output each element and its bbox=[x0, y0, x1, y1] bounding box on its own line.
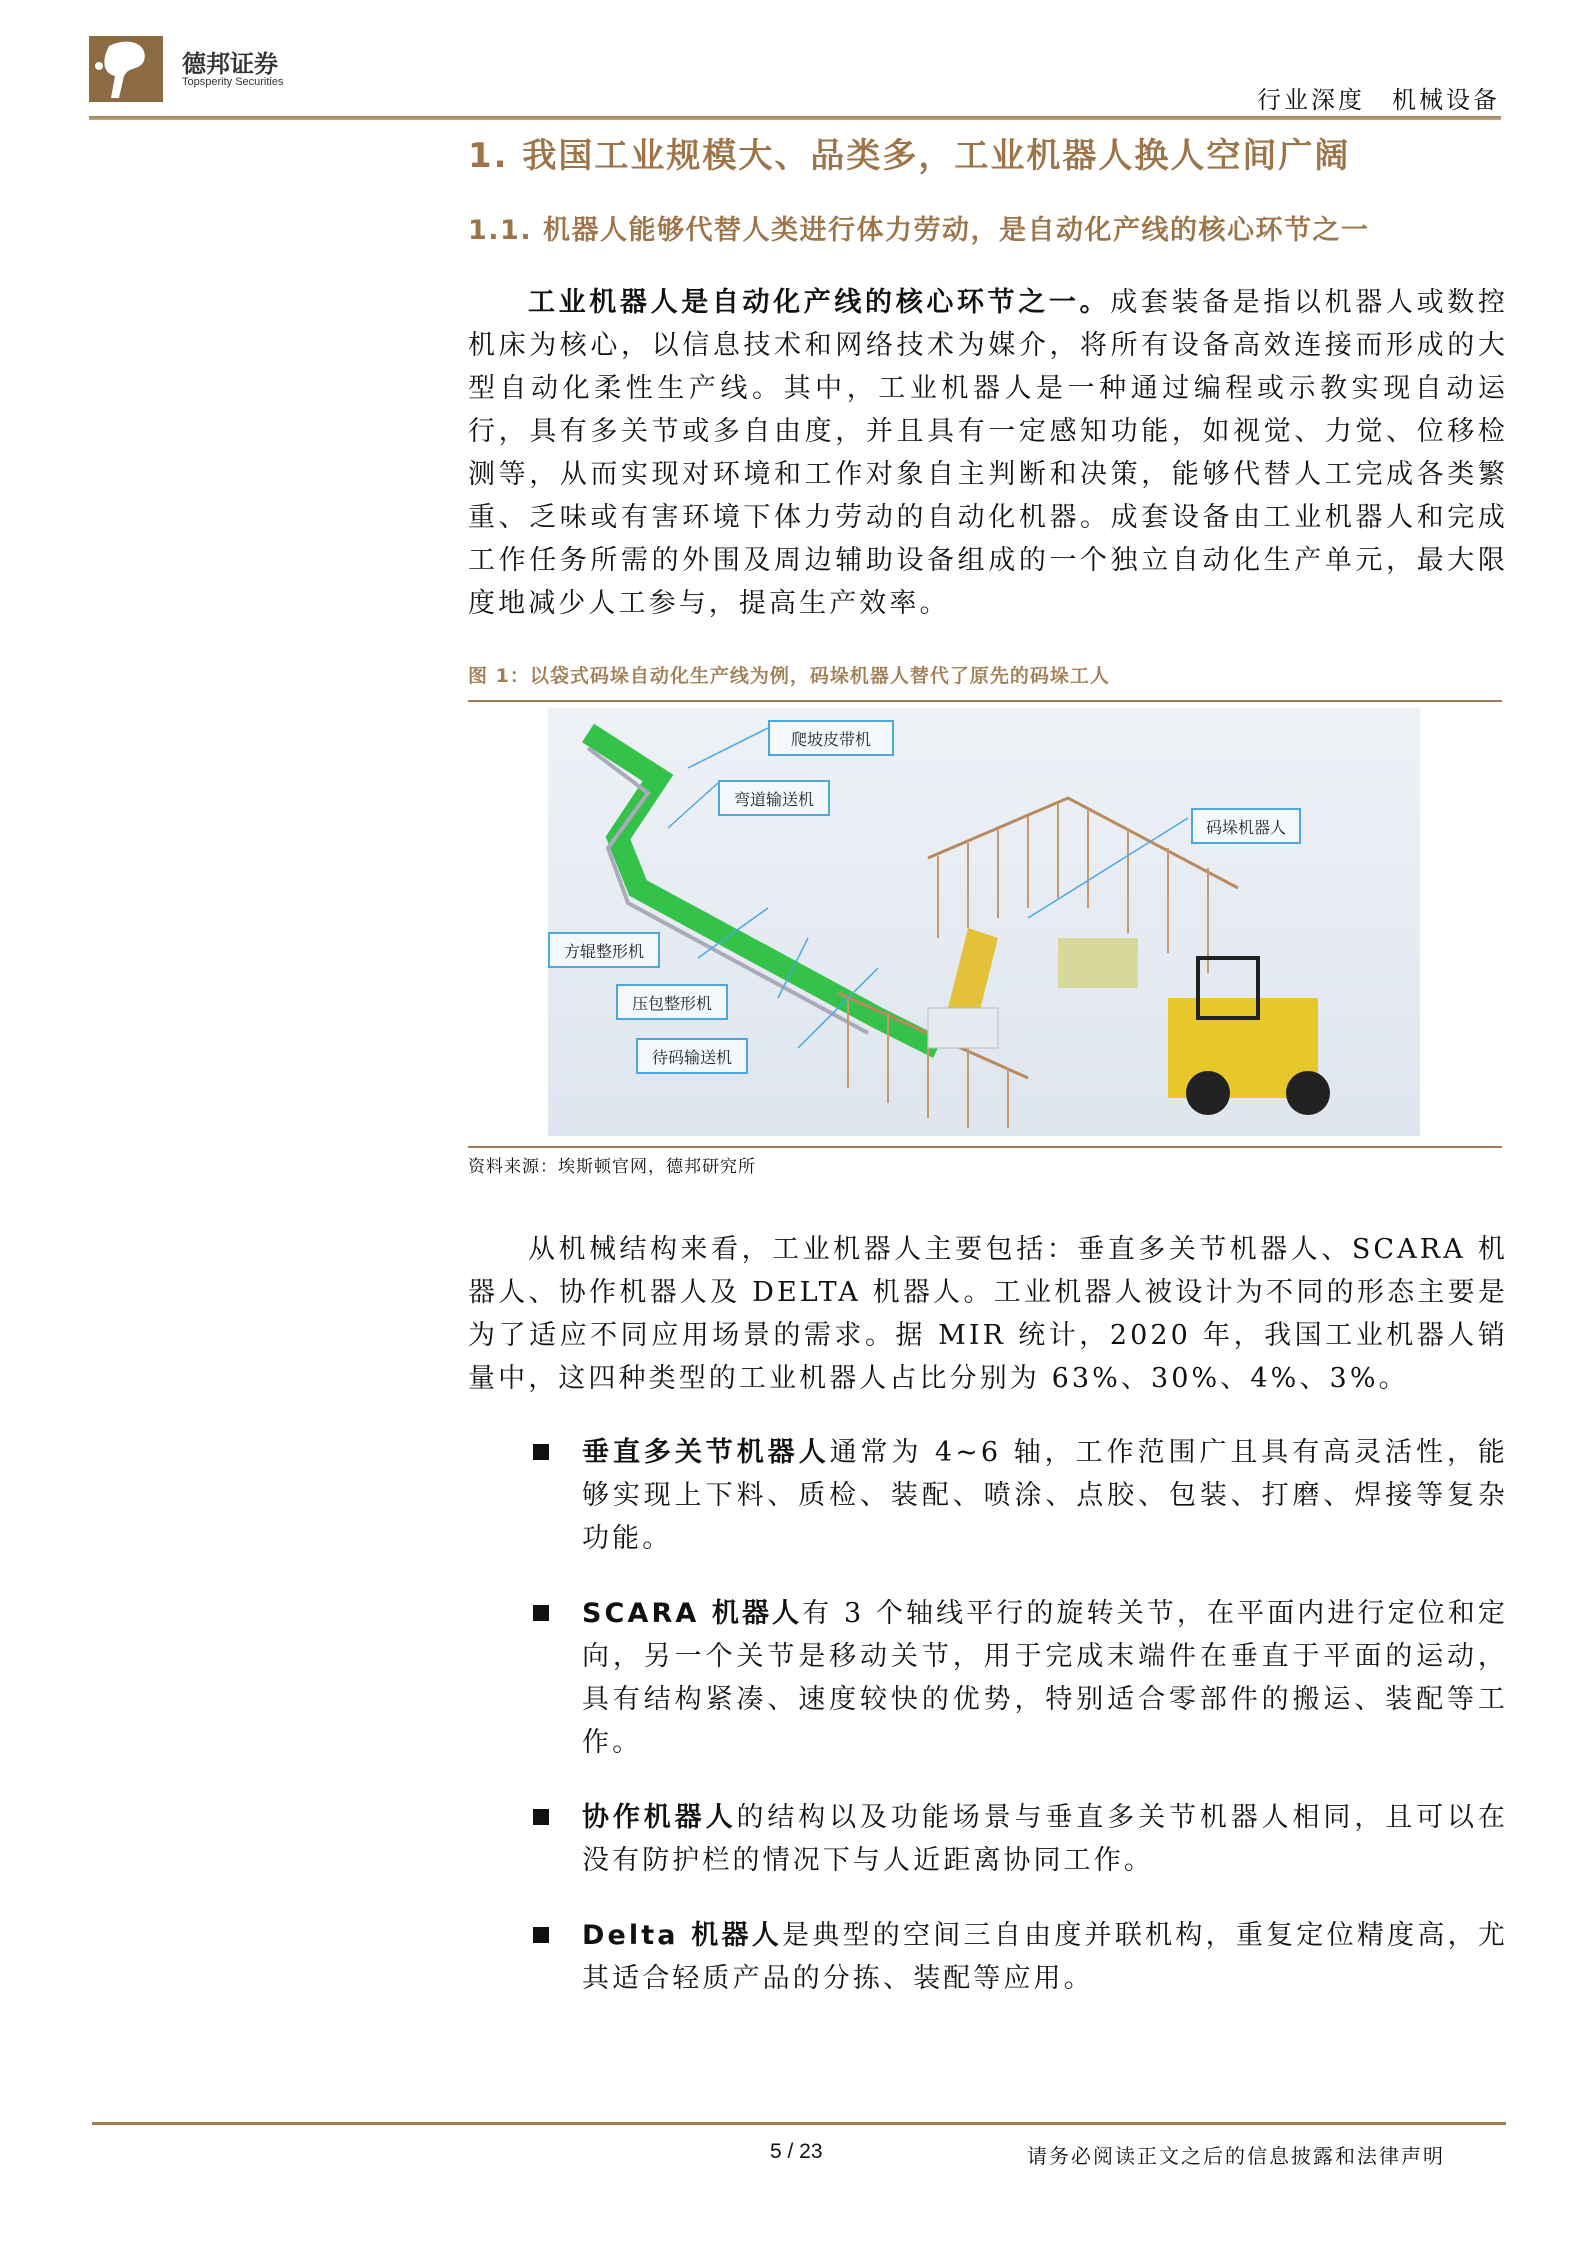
bullet-text: 有 3 个轴线平行的旋转关节，在平面内进行定位和定向，另一个关节是移动关节，用于完成末端件在垂直于平面的运动，具有结构紧凑、速度较快的优势，特别适合零部件的搬运、装配等工作。 bbox=[582, 1598, 1508, 1758]
figure-label: 码垛机器人 bbox=[1191, 808, 1301, 844]
bullet-text: 是典型的空间三自由度并联机构，重复定位精度高，尤其适合轻质产品的分拣、装配等应用。 bbox=[582, 1920, 1508, 1994]
bullet-square-icon bbox=[533, 1444, 549, 1460]
legal-disclaimer: 请务必阅读正文之后的信息披露和法律声明 bbox=[1027, 2144, 1445, 2168]
production-line-figure bbox=[548, 708, 1420, 1136]
page-number: 5 / 23 bbox=[770, 2140, 823, 2163]
bullet-term: 垂直多关节机器人 bbox=[582, 1437, 830, 1468]
bullet-item bbox=[533, 1592, 1508, 1764]
figure-label: 待码输送机 bbox=[636, 1038, 748, 1074]
section-heading: 1. 我国工业规模大、品类多，工业机器人换人空间广阔 bbox=[468, 136, 1351, 176]
figure-label: 爬坡皮带机 bbox=[768, 720, 894, 756]
subsection-heading: 1.1. 机器人能够代替人类进行体力劳动，是自动化产线的核心环节之一 bbox=[468, 215, 1370, 246]
bullet-item bbox=[533, 1914, 1508, 2000]
paragraph-1 bbox=[468, 281, 1508, 625]
paragraph-text: 成套装备是指以机器人或数控机床为核心，以信息技术和网络技术为媒介，将所有设备高效连接而形成的大型自动化柔性生产线。其中，工业机器人是一种通过编程或示教实现自动运行，具有多关节或多自由度，并且具有一定感知功能，如视觉、力觉、位移检测等，从而实现对环境和工作对象自主判断和决策，能够代替人工完成各类繁重、乏味或有害环境下体力劳动的自动化机器。成套设备由工业机器人和完成工作任务所需的外围及周边辅助设备组成的一个独立自动化生产单元，最大限度地减少人工参与，提高生产效率。 bbox=[468, 287, 1508, 619]
company-logo bbox=[89, 36, 163, 102]
logo-subtext: Topsperity Securities bbox=[182, 76, 284, 88]
figure-source: 资料来源：埃斯顿官网，德邦研究所 bbox=[468, 1157, 756, 1177]
figure-label: 弯道输送机 bbox=[718, 780, 830, 816]
bullet-text: 通常为 4~6 轴，工作范围广且具有高灵活性，能够实现上下料、质检、装配、喷涂、点胶、包装、打磨、焊接等复杂功能。 bbox=[582, 1437, 1508, 1554]
paragraph-2: 从机械结构来看，工业机器人主要包括：垂直多关节机器人、SCARA 机器人、协作机器人及 DELTA 机器人。工业机器人被设计为不同的形态主要是为了适应不同应用场景的需求。据 MIR 统计，2020 年，我国工业机器人销量中，这四种类型的工业机器人占比分别为 63%、30%、4%、3%。 bbox=[468, 1234, 1508, 1394]
header-divider bbox=[89, 116, 1501, 120]
footer-divider bbox=[92, 2122, 1506, 2125]
figure-caption: 图 1：以袋式码垛自动化生产线为例，码垛机器人替代了原先的码垛工人 bbox=[468, 665, 1110, 687]
figure-bottom-rule bbox=[468, 1146, 1502, 1148]
bullet-term: 协作机器人 bbox=[582, 1802, 737, 1833]
bullet-square-icon bbox=[533, 1809, 549, 1825]
logo-text: 德邦证券 bbox=[182, 50, 278, 78]
bullet-item bbox=[533, 1431, 1508, 1560]
caption-rule bbox=[468, 700, 1502, 702]
figure-label: 方辊整形机 bbox=[548, 932, 660, 968]
bullet-square-icon bbox=[533, 1927, 549, 1943]
report-category: 行业深度 机械设备 bbox=[1257, 86, 1500, 114]
main-content bbox=[468, 281, 1508, 2000]
figure-label: 压包整形机 bbox=[616, 984, 728, 1020]
bullet-square-icon bbox=[533, 1605, 549, 1621]
bullet-item bbox=[533, 1796, 1508, 1882]
paragraph-lead: 工业机器人是自动化产线的核心环节之一。 bbox=[528, 287, 1111, 318]
bullet-term: SCARA 机器人 bbox=[582, 1598, 803, 1629]
bullet-term: Delta 机器人 bbox=[582, 1920, 783, 1951]
bullet-text: 的结构以及功能场景与垂直多关节机器人相同，且可以在没有防护栏的情况下与人近距离协同工作。 bbox=[582, 1802, 1509, 1876]
